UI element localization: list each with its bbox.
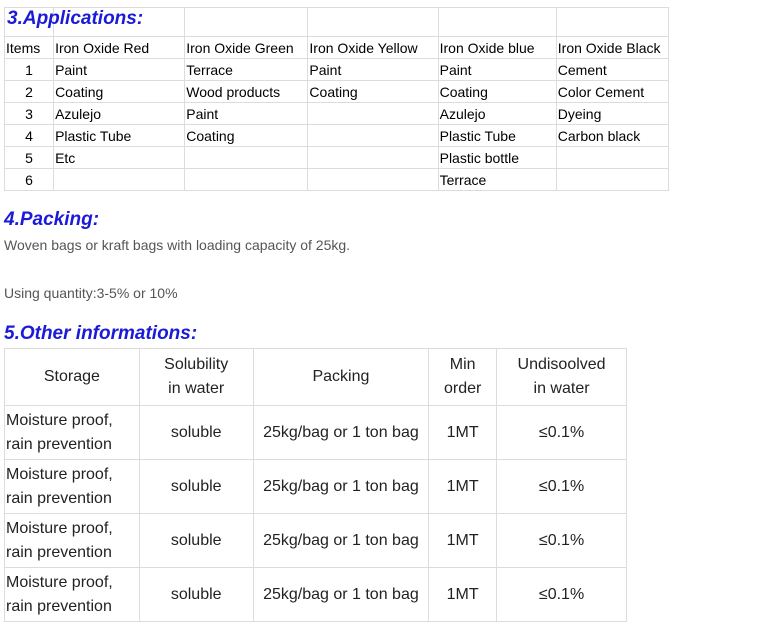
table-row — [5, 147, 669, 169]
column-header-blue: Iron Oxide blue — [438, 37, 556, 59]
table-cell: Coating — [308, 81, 438, 103]
item-number: 6 — [5, 169, 54, 191]
table-cell: Color Cement — [556, 81, 668, 103]
table-cell — [54, 169, 185, 191]
item-number: 2 — [5, 81, 54, 103]
undissolved-cell: ≤0.1% — [497, 568, 627, 622]
table-cell: Coating — [438, 81, 556, 103]
table-cell: Coating — [185, 125, 308, 147]
storage-cell: Moisture proof, rain prevention — [5, 460, 140, 514]
table-cell — [185, 147, 308, 169]
table-row — [5, 460, 627, 514]
table-row — [5, 125, 669, 147]
table-cell: Plastic bottle — [438, 147, 556, 169]
storage-cell: Moisture proof, rain prevention — [5, 568, 140, 622]
applications-header-row — [5, 37, 669, 59]
table-row — [5, 406, 627, 460]
table-cell: Plastic Tube — [438, 125, 556, 147]
solubility-cell: soluble — [139, 406, 253, 460]
item-number: 1 — [5, 59, 54, 81]
column-header-red: Iron Oxide Red — [54, 37, 185, 59]
table-cell: Dyeing — [556, 103, 668, 125]
table-cell: Terrace — [185, 59, 308, 81]
table-cell: Paint — [54, 59, 185, 81]
packing-cell: 25kg/bag or 1 ton bag — [253, 406, 429, 460]
min-order-cell: 1MT — [429, 460, 497, 514]
packing-heading: 4.Packing: — [4, 209, 100, 230]
column-header-min-order: Min order — [429, 349, 497, 406]
table-cell: Paint — [438, 59, 556, 81]
column-header-black: Iron Oxide Black — [556, 37, 668, 59]
packing-cell: 25kg/bag or 1 ton bag — [253, 568, 429, 622]
table-cell — [308, 125, 438, 147]
item-number: 3 — [5, 103, 54, 125]
table-cell: Paint — [185, 103, 308, 125]
table-cell: Etc — [54, 147, 185, 169]
table-cell — [308, 103, 438, 125]
table-cell — [556, 147, 668, 169]
table-row — [5, 169, 669, 191]
other-info-table — [4, 348, 627, 622]
table-cell — [185, 169, 308, 191]
table-cell: Azulejo — [438, 103, 556, 125]
table-cell: Azulejo — [54, 103, 185, 125]
undissolved-cell: ≤0.1% — [497, 514, 627, 568]
table-row — [5, 59, 669, 81]
item-number: 5 — [5, 147, 54, 169]
table-cell: Coating — [54, 81, 185, 103]
solubility-cell: soluble — [139, 460, 253, 514]
column-header-packing: Packing — [253, 349, 429, 406]
table-cell — [308, 147, 438, 169]
applications-table — [4, 7, 669, 191]
table-cell: Plastic Tube — [54, 125, 185, 147]
min-order-cell: 1MT — [429, 406, 497, 460]
solubility-cell: soluble — [139, 514, 253, 568]
other-header-row — [5, 349, 627, 406]
using-quantity: Using quantity:3-5% or 10% — [4, 285, 178, 301]
solubility-cell: soluble — [139, 568, 253, 622]
min-order-cell: 1MT — [429, 568, 497, 622]
column-header-yellow: Iron Oxide Yellow — [308, 37, 438, 59]
table-row — [5, 568, 627, 622]
table-cell: Terrace — [438, 169, 556, 191]
table-row — [5, 514, 627, 568]
table-cell — [556, 169, 668, 191]
packing-description: Woven bags or kraft bags with loading capacity of 25kg. — [4, 237, 351, 253]
column-header-green: Iron Oxide Green — [185, 37, 308, 59]
packing-cell: 25kg/bag or 1 ton bag — [253, 514, 429, 568]
applications-heading: 3.Applications: — [7, 8, 144, 29]
table-row — [5, 103, 669, 125]
table-cell: Carbon black — [556, 125, 668, 147]
column-header-items: Items — [5, 37, 54, 59]
table-cell: Cement — [556, 59, 668, 81]
column-header-solubility: Solubility in water — [139, 349, 253, 406]
table-row — [5, 81, 669, 103]
storage-cell: Moisture proof, rain prevention — [5, 406, 140, 460]
packing-cell: 25kg/bag or 1 ton bag — [253, 460, 429, 514]
undissolved-cell: ≤0.1% — [497, 460, 627, 514]
column-header-storage: Storage — [5, 349, 140, 406]
table-cell: Wood products — [185, 81, 308, 103]
storage-cell: Moisture proof, rain prevention — [5, 514, 140, 568]
item-number: 4 — [5, 125, 54, 147]
other-info-heading: 5.Other informations: — [4, 323, 198, 344]
min-order-cell: 1MT — [429, 514, 497, 568]
table-cell: Paint — [308, 59, 438, 81]
table-cell — [308, 169, 438, 191]
applications-title-row — [5, 8, 669, 37]
column-header-undissolved: Undisoolved in water — [497, 349, 627, 406]
applications-title-cell — [5, 8, 144, 37]
undissolved-cell: ≤0.1% — [497, 406, 627, 460]
